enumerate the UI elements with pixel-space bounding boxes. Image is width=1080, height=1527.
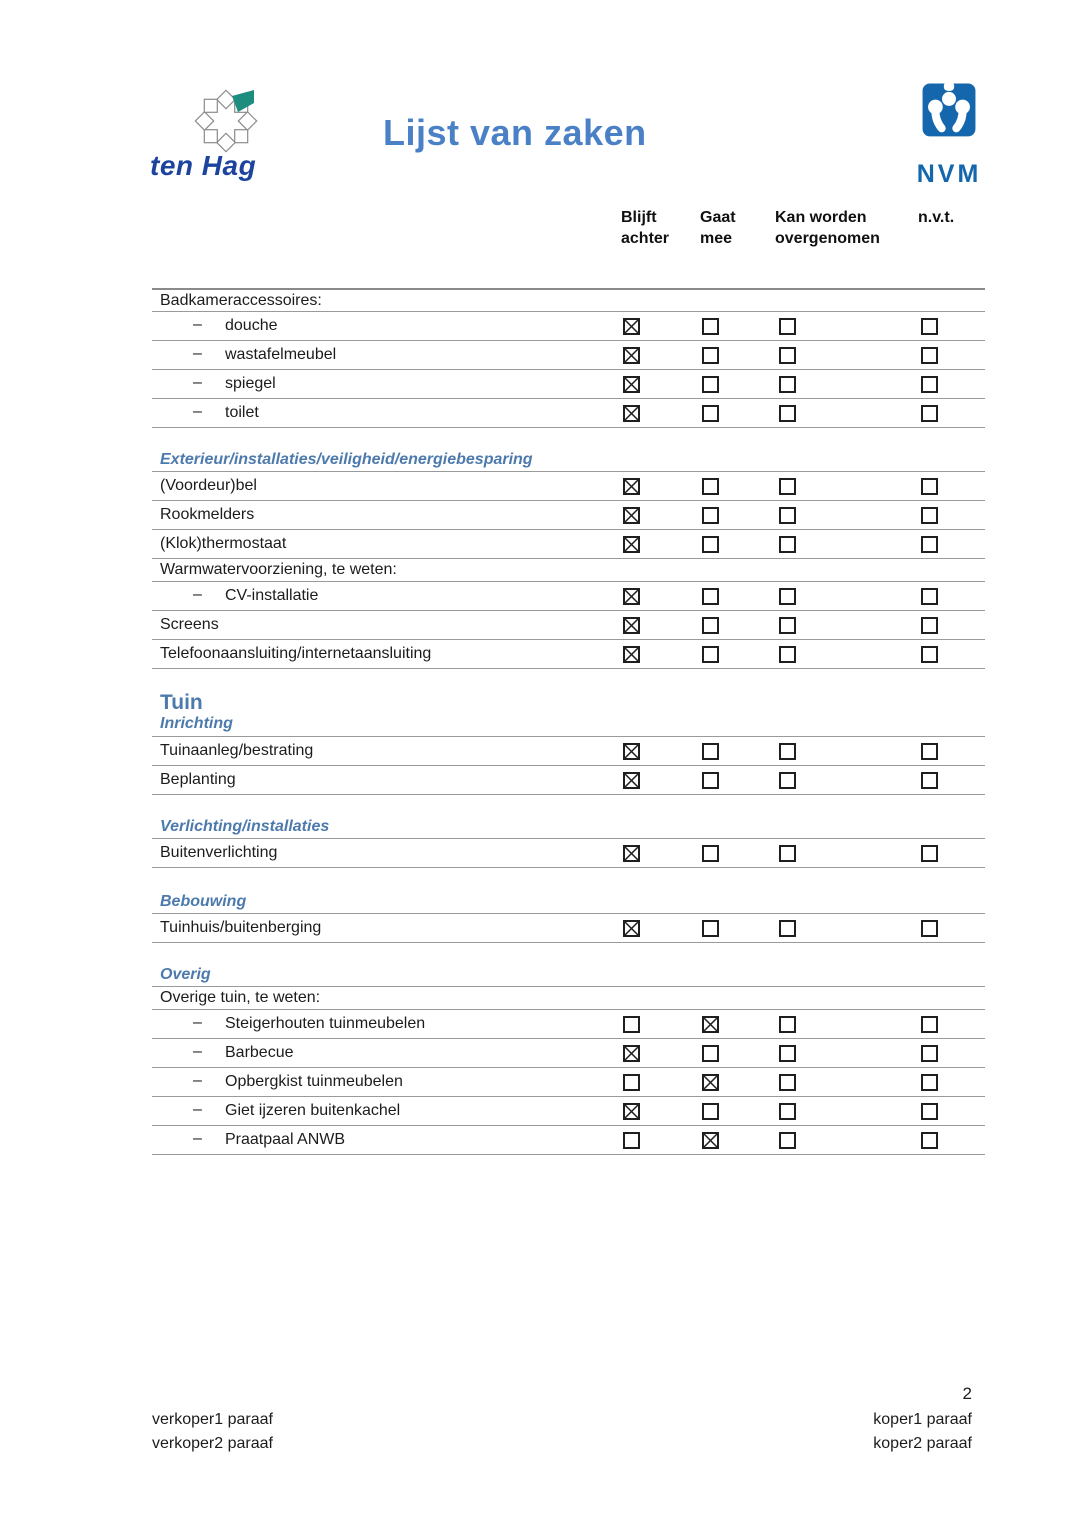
checkbox-nvt[interactable] (921, 920, 938, 937)
checkbox-nvt[interactable] (921, 536, 938, 553)
row-label: spiegel (225, 375, 276, 392)
checkbox-gaat-mee[interactable] (702, 845, 719, 862)
group-label-row (152, 987, 985, 1010)
column-header-kan-worden-overgenomen: Kan worden overgenomen (775, 209, 880, 247)
checkbox-nvt[interactable] (921, 772, 938, 789)
dash: – (193, 586, 202, 603)
checkbox-nvt[interactable] (921, 1132, 938, 1149)
checkbox-blijft-achter[interactable] (623, 1074, 640, 1091)
section-heading: Verlichting/installaties (152, 815, 985, 839)
lijst-van-zaken-table (152, 288, 985, 1155)
checkbox-blijft-achter[interactable] (623, 478, 640, 495)
checkbox-blijft-achter[interactable] (623, 1132, 640, 1149)
checkbox-blijft-achter[interactable] (623, 405, 640, 422)
checkbox-gaat-mee[interactable] (702, 1016, 719, 1033)
verkoper1-paraaf-label: verkoper1 paraaf (152, 1411, 273, 1428)
checkbox-nvt[interactable] (921, 845, 938, 862)
nvm-label: NVM (916, 160, 982, 188)
checkbox-kan-worden-overgenomen[interactable] (779, 743, 796, 760)
dash: – (193, 1014, 202, 1031)
checkbox-gaat-mee[interactable] (702, 920, 719, 937)
table-row (152, 1039, 985, 1068)
checkbox-gaat-mee[interactable] (702, 1132, 719, 1149)
group-label-row (152, 559, 985, 582)
checkbox-kan-worden-overgenomen[interactable] (779, 617, 796, 634)
section-heading: Overig (152, 963, 985, 987)
row-label: Rookmelders (160, 506, 255, 523)
tenhag-pinwheel-icon (186, 88, 266, 159)
checkbox-gaat-mee[interactable] (702, 405, 719, 422)
dash: – (193, 1101, 202, 1118)
row-label: Barbecue (225, 1044, 294, 1061)
checkbox-blijft-achter[interactable] (623, 507, 640, 524)
checkbox-kan-worden-overgenomen[interactable] (779, 347, 796, 364)
checkbox-nvt[interactable] (921, 318, 938, 335)
row-label: wastafelmeubel (225, 346, 337, 363)
checkbox-kan-worden-overgenomen[interactable] (779, 318, 796, 335)
table-row (152, 1126, 985, 1155)
checkbox-kan-worden-overgenomen[interactable] (779, 478, 796, 495)
checkbox-kan-worden-overgenomen[interactable] (779, 376, 796, 393)
checkbox-kan-worden-overgenomen[interactable] (779, 1045, 796, 1062)
checkbox-nvt[interactable] (921, 646, 938, 663)
section-bebouwing (152, 890, 985, 943)
koper2-paraaf-label: koper2 paraaf (873, 1435, 972, 1452)
checkbox-nvt[interactable] (921, 1074, 938, 1091)
checkbox-nvt[interactable] (921, 1016, 938, 1033)
checkbox-blijft-achter[interactable] (623, 1016, 640, 1033)
checkbox-blijft-achter[interactable] (623, 1045, 640, 1062)
section-heading: Exterieur/installaties/veiligheid/energiebesparing (152, 448, 985, 472)
checkbox-nvt[interactable] (921, 507, 938, 524)
dash: – (193, 316, 202, 333)
table-row (152, 1068, 985, 1097)
section-heading: Tuin (160, 691, 203, 714)
checkbox-kan-worden-overgenomen[interactable] (779, 507, 796, 524)
table-row (152, 530, 985, 559)
checkbox-kan-worden-overgenomen[interactable] (779, 1074, 796, 1091)
row-label: Buitenverlichting (160, 844, 278, 861)
checkbox-blijft-achter[interactable] (623, 1103, 640, 1120)
table-row (152, 766, 985, 795)
section-heading: Bebouwing (152, 890, 985, 914)
table-row (152, 1010, 985, 1039)
table-row (152, 501, 985, 530)
checkbox-blijft-achter[interactable] (623, 588, 640, 605)
checkbox-nvt[interactable] (921, 347, 938, 364)
checkbox-blijft-achter[interactable] (623, 536, 640, 553)
table-row (152, 611, 985, 640)
row-label: Beplanting (160, 771, 236, 788)
checkbox-kan-worden-overgenomen[interactable] (779, 1132, 796, 1149)
tuin-heading-block (152, 691, 985, 737)
section-overig (152, 963, 985, 1155)
checkbox-gaat-mee[interactable] (702, 743, 719, 760)
checkbox-blijft-achter[interactable] (623, 318, 640, 335)
row-label: Screens (160, 616, 219, 633)
checkbox-blijft-achter[interactable] (623, 845, 640, 862)
checkbox-blijft-achter[interactable] (623, 743, 640, 760)
checkbox-gaat-mee[interactable] (702, 478, 719, 495)
table-row (152, 640, 985, 669)
row-label: douche (225, 317, 278, 334)
table-row (152, 582, 985, 611)
checkbox-kan-worden-overgenomen[interactable] (779, 1103, 796, 1120)
row-label: Praatpaal ANWB (225, 1131, 346, 1148)
checkbox-gaat-mee[interactable] (702, 318, 719, 335)
dash: – (193, 345, 202, 362)
row-label: Steigerhouten tuinmeubelen (225, 1015, 426, 1032)
dash: – (193, 1072, 202, 1089)
checkbox-kan-worden-overgenomen[interactable] (779, 646, 796, 663)
row-label: Opbergkist tuinmeubelen (225, 1073, 403, 1090)
section-badkameraccessoires (152, 288, 985, 428)
checkbox-gaat-mee[interactable] (702, 347, 719, 364)
table-row (152, 341, 985, 370)
table-row (152, 914, 985, 943)
subsection-heading: Inrichting (160, 715, 233, 732)
checkbox-nvt[interactable] (921, 617, 938, 634)
checkbox-nvt[interactable] (921, 743, 938, 760)
group-label-row (152, 290, 985, 312)
page-number: 2 (962, 1384, 972, 1403)
verkoper2-paraaf-label: verkoper2 paraaf (152, 1435, 273, 1452)
checkbox-kan-worden-overgenomen[interactable] (779, 405, 796, 422)
row-label: CV-installatie (225, 587, 319, 604)
checkbox-nvt[interactable] (921, 588, 938, 605)
checkbox-gaat-mee[interactable] (702, 772, 719, 789)
table-row (152, 737, 985, 766)
column-header-blijft-achter: Blijft achter (621, 209, 670, 247)
table-row (152, 370, 985, 399)
checkbox-blijft-achter[interactable] (623, 772, 640, 789)
checkbox-gaat-mee[interactable] (702, 1074, 719, 1091)
group-label: Badkameraccessoires: (160, 292, 322, 309)
checkbox-kan-worden-overgenomen[interactable] (779, 772, 796, 789)
checkbox-nvt[interactable] (921, 1045, 938, 1062)
checkbox-kan-worden-overgenomen[interactable] (779, 845, 796, 862)
row-label: (Klok)thermostaat (160, 535, 287, 552)
page-title: Lijst van zaken (383, 112, 647, 153)
row-label: Telefoonaansluiting/internetaansluiting (160, 645, 432, 662)
table-row (152, 472, 985, 501)
table-row (152, 839, 985, 868)
section-exterieur (152, 448, 985, 669)
checkbox-kan-worden-overgenomen[interactable] (779, 1016, 796, 1033)
row-label: (Voordeur)bel (160, 477, 257, 494)
dash: – (193, 374, 202, 391)
checkbox-gaat-mee[interactable] (702, 1103, 719, 1120)
checkbox-nvt[interactable] (921, 478, 938, 495)
nvm-logo (912, 82, 986, 189)
row-label: toilet (225, 404, 259, 421)
group-label: Warmwatervoorziening, te weten: (160, 561, 397, 578)
row-label: Tuinhuis/buitenberging (160, 919, 322, 936)
checkbox-gaat-mee[interactable] (702, 617, 719, 634)
column-header-gaat-mee: Gaat mee (700, 209, 736, 247)
checkbox-kan-worden-overgenomen[interactable] (779, 920, 796, 937)
checkbox-gaat-mee[interactable] (702, 588, 719, 605)
checkbox-blijft-achter[interactable] (623, 347, 640, 364)
koper1-paraaf-label: koper1 paraaf (873, 1411, 972, 1428)
checkbox-blijft-achter[interactable] (623, 646, 640, 663)
checkbox-kan-worden-overgenomen[interactable] (779, 536, 796, 553)
brand-name: ten Hag (150, 150, 257, 181)
checkbox-nvt[interactable] (921, 376, 938, 393)
nvm-logo-icon (912, 82, 986, 154)
checkbox-blijft-achter[interactable] (623, 920, 640, 937)
checkbox-gaat-mee[interactable] (702, 507, 719, 524)
table-row (152, 1097, 985, 1126)
checkbox-gaat-mee[interactable] (702, 646, 719, 663)
checkbox-gaat-mee[interactable] (702, 536, 719, 553)
row-label: Giet ijzeren buitenkachel (225, 1102, 401, 1119)
dash: – (193, 1130, 202, 1147)
checkbox-blijft-achter[interactable] (623, 617, 640, 634)
checkbox-kan-worden-overgenomen[interactable] (779, 588, 796, 605)
checkbox-nvt[interactable] (921, 405, 938, 422)
checkbox-nvt[interactable] (921, 1103, 938, 1120)
section-tuin (152, 691, 985, 795)
dash: – (193, 1043, 202, 1060)
group-label: Overige tuin, te weten: (160, 989, 321, 1006)
dash: – (193, 403, 202, 420)
table-row (152, 399, 985, 428)
column-header-nvt: n.v.t. (918, 209, 955, 226)
checkbox-blijft-achter[interactable] (623, 376, 640, 393)
row-label: Tuinaanleg/bestrating (160, 742, 314, 759)
section-verlichting (152, 815, 985, 868)
checkbox-gaat-mee[interactable] (702, 1045, 719, 1062)
table-row (152, 312, 985, 341)
checkbox-gaat-mee[interactable] (702, 376, 719, 393)
